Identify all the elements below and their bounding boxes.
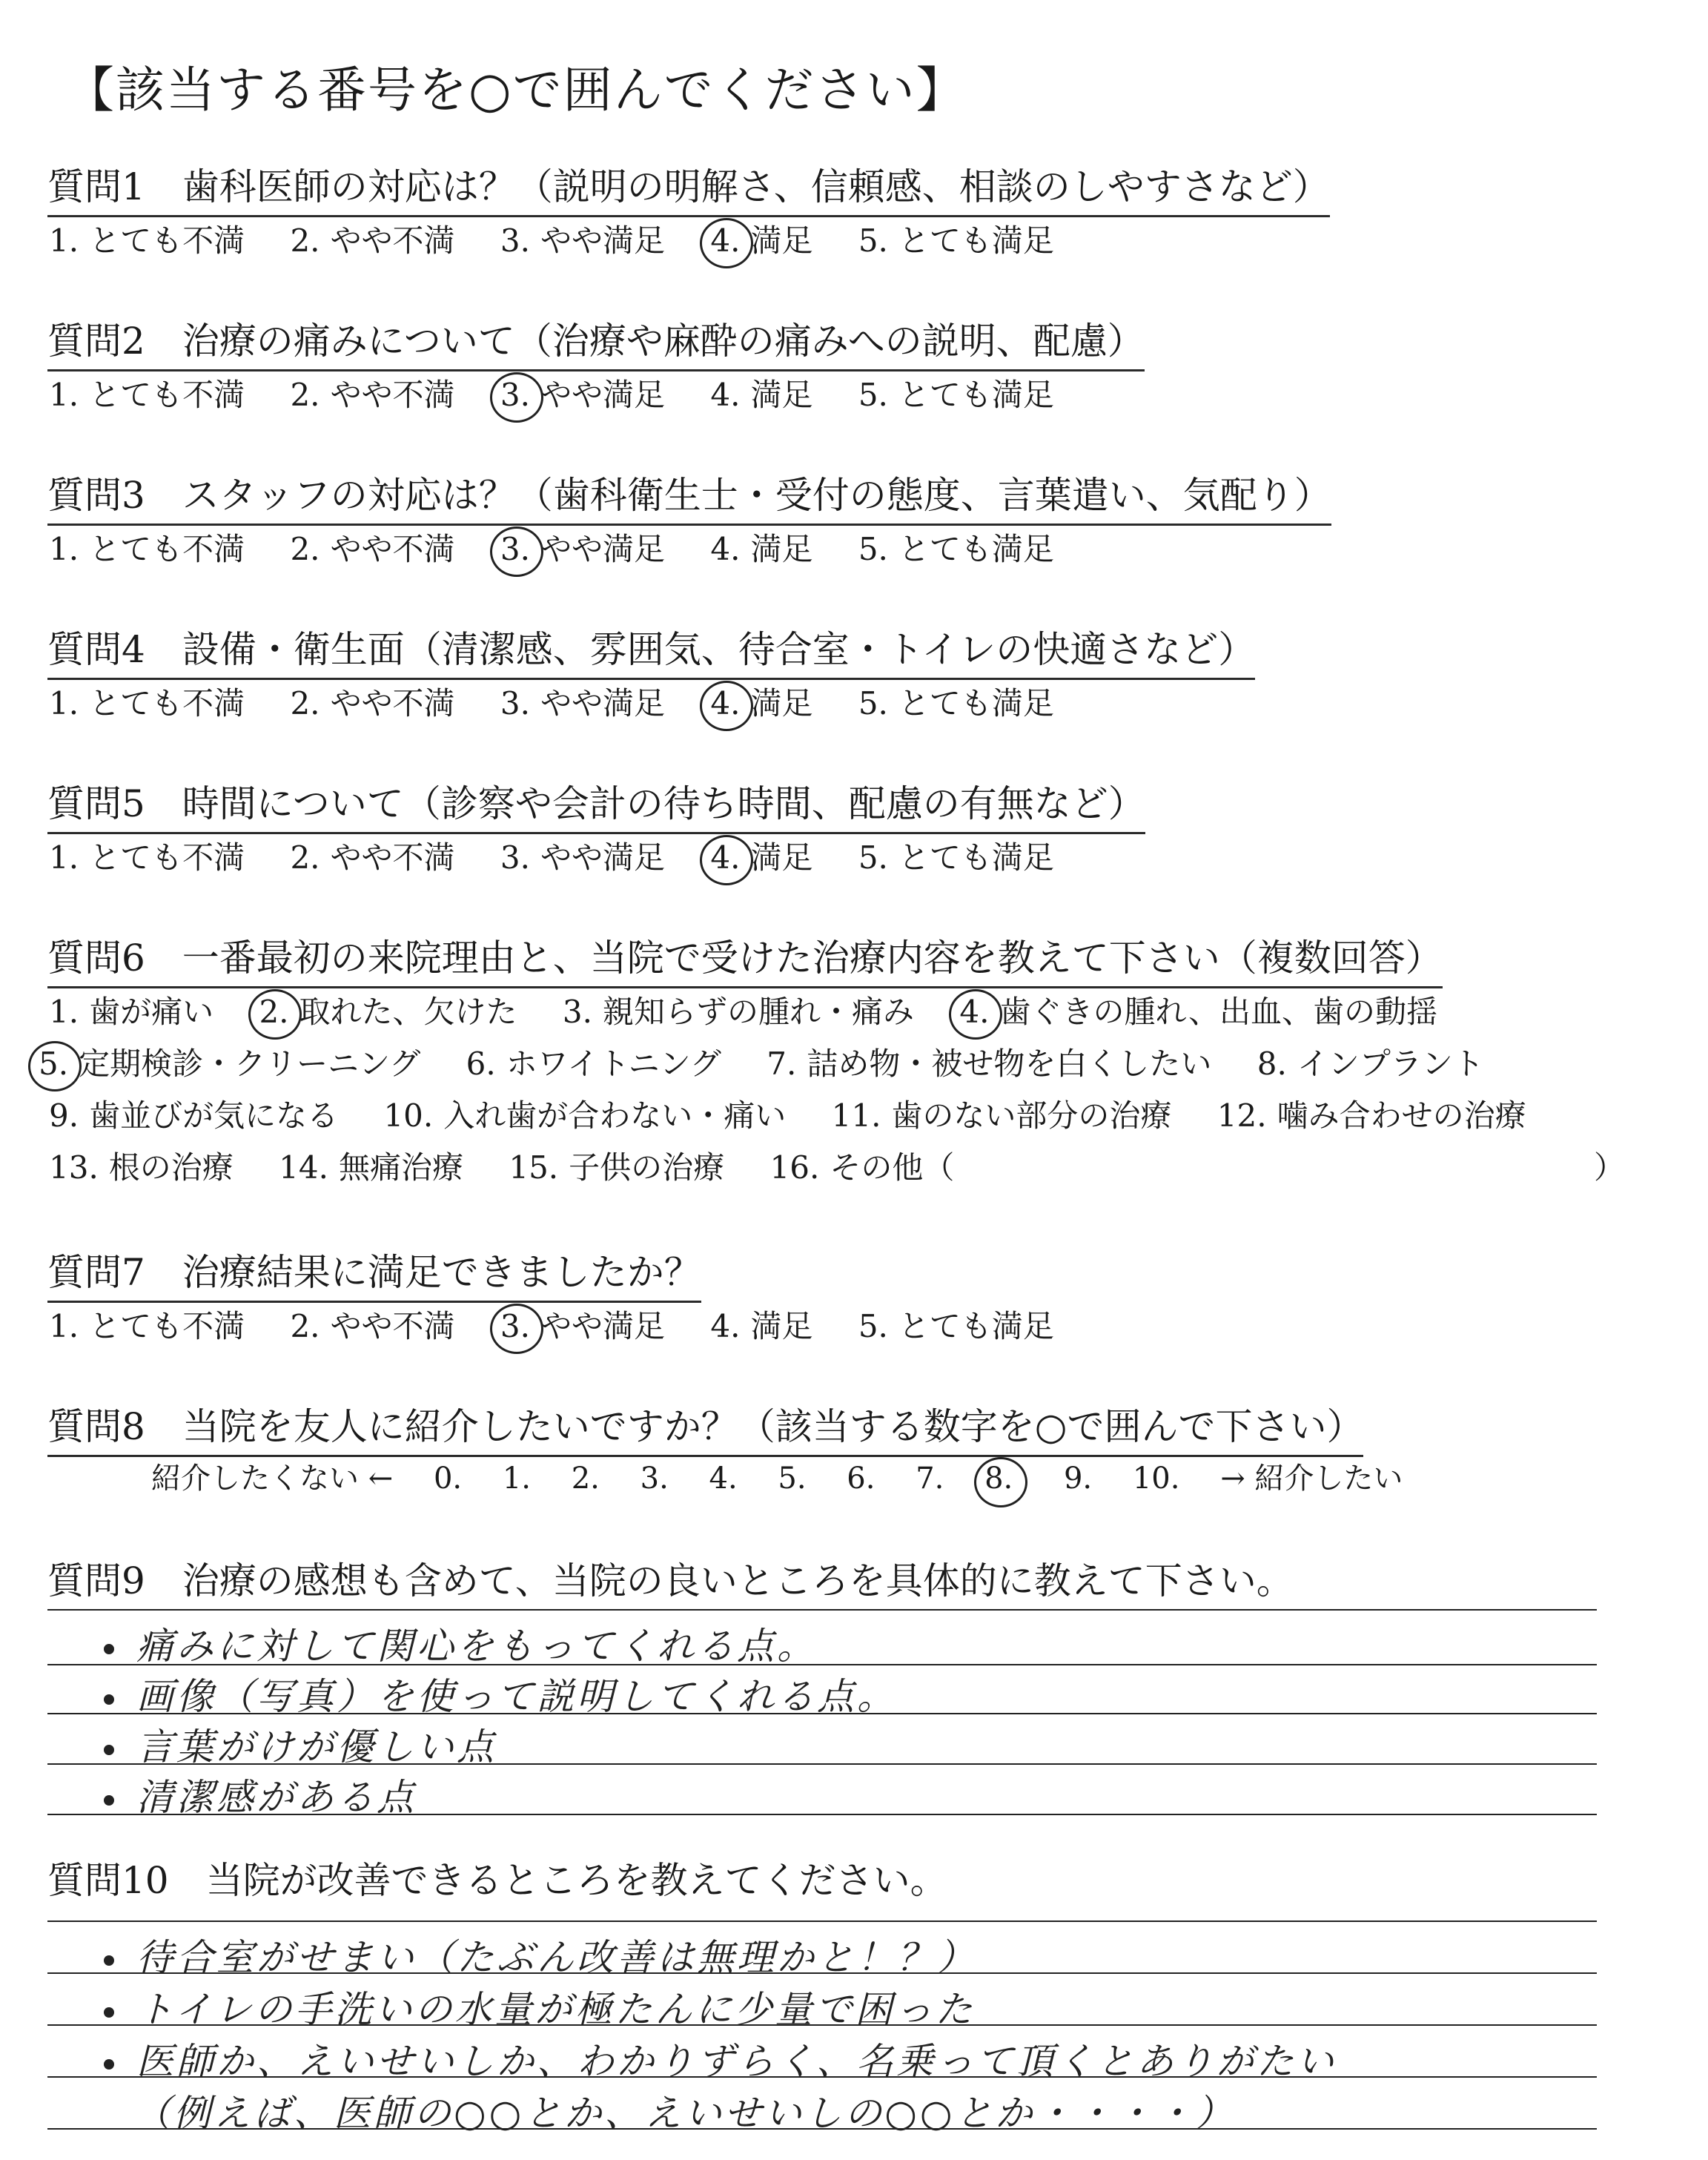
q6-option-7[interactable]: 7. 詰め物・被せ物を白くしたい (767, 1046, 1212, 1082)
q4-option-3[interactable]: 3. やや満足 (500, 685, 665, 721)
q2-option-3-circled[interactable]: 3. やや満足 (500, 377, 665, 413)
q10-answer-4: （例えば、医師の○○とか、えいせいしの○○とか・・・・） (133, 2092, 1236, 2135)
q1-option-4-circled[interactable]: 4. 満足 (710, 222, 813, 259)
q3-option-5[interactable]: 5. とても満足 (858, 531, 1054, 567)
q2-option-4[interactable]: 4. 満足 (710, 377, 813, 413)
q3-option-3-circled[interactable]: 3. やや満足 (500, 531, 665, 567)
q5-option-4-circled[interactable]: 4. 満足 (710, 839, 813, 876)
question-5-title: 質問5 時間について（診察や会計の待ち時間、配慮の有無など） (47, 774, 1145, 834)
question-1-title: 質問1 歯科医師の対応は？（説明の明解さ、信頼感、相談のしやすさなど） (47, 157, 1330, 217)
bullet-icon (104, 1644, 114, 1654)
question-6-row-4 (49, 1143, 990, 1188)
q6-option-16[interactable]: 16. その他（ (769, 1149, 955, 1186)
q7-option-1[interactable]: 1. とても不満 (49, 1308, 245, 1344)
question-6-row-3 (49, 1091, 1562, 1136)
q10-answer-3: 医師か、えいせいしか、わかりずらく、名乗って頂くとありがたい (104, 2032, 1337, 2085)
q9-answer-3: 言葉がけが優しい点 (104, 1717, 497, 1771)
q6-option-8[interactable]: 8. インプラント (1257, 1046, 1484, 1082)
q10-answer-2: トイレの手洗いの水量が極たんに少量で困った (104, 1980, 976, 2033)
bullet-icon (104, 1745, 114, 1755)
q6-option-9[interactable]: 9. 歯並びが気になる (49, 1097, 339, 1134)
q8-score-5[interactable]: 5. (778, 1462, 807, 1496)
question-3-title: 質問3 スタッフの対応は？（歯科衛生士・受付の態度、言葉遣い、気配り） (47, 466, 1331, 526)
bullet-icon (104, 2059, 114, 2070)
q6-option-2-circled[interactable]: 2. 取れた、欠けた (259, 994, 517, 1030)
q10-answer-1: 待合室がせまい（たぶん改善は無理かと！？） (104, 1928, 977, 1981)
q2-option-2[interactable]: 2. やや不満 (290, 377, 455, 413)
q1-option-1[interactable]: 1. とても不満 (49, 222, 245, 259)
answer-line (47, 1609, 1597, 1611)
q3-option-2[interactable]: 2. やや不満 (290, 531, 455, 567)
q5-option-5[interactable]: 5. とても満足 (858, 839, 1054, 876)
q8-score-2[interactable]: 2. (571, 1462, 600, 1496)
q6-option-11[interactable]: 11. 歯のない部分の治療 (831, 1097, 1172, 1134)
q6-option-14[interactable]: 14. 無痛治療 (279, 1149, 463, 1186)
q6-option-5-circled[interactable]: 5. 定期検診・クリーニング (39, 1046, 421, 1082)
question-5-options (49, 833, 1090, 878)
bullet-icon (104, 1955, 114, 1966)
question-3-options (49, 525, 1090, 569)
q6-option-6[interactable]: 6. ホワイトニング (466, 1046, 721, 1082)
q8-left-label: 紹介したくない ← (151, 1462, 394, 1496)
q9-answer-2: 画像（写真）を使って説明してくれる点。 (104, 1667, 897, 1720)
q6-option-10[interactable]: 10. 入れ歯が合わない・痛い (383, 1097, 787, 1134)
question-7-options (49, 1302, 1090, 1347)
q8-score-10[interactable]: 10. (1132, 1462, 1180, 1496)
q1-option-5[interactable]: 5. とても満足 (858, 222, 1054, 259)
question-7-title: 質問7 治療結果に満足できましたか？ (47, 1243, 701, 1303)
q2-option-5[interactable]: 5. とても満足 (858, 377, 1054, 413)
q9-answer-1: 痛みに対して関心をもってくれる点。 (104, 1616, 817, 1670)
bullet-icon (104, 1795, 114, 1806)
question-6-row-1 (49, 988, 1473, 1032)
question-9-title: 質問9 治療の感想も含めて、当院の良いところを具体的に教えて下さい。 (47, 1559, 1294, 1602)
q6-other-close: ） (1594, 1149, 1626, 1186)
q6-option-15[interactable]: 15. 子供の治療 (509, 1149, 725, 1186)
question-2-options (49, 371, 1090, 415)
question-10-title: 質問10 当院が改善できるところを教えてください。 (47, 1859, 947, 1902)
q8-score-4[interactable]: 4. (709, 1462, 738, 1496)
q4-option-1[interactable]: 1. とても不満 (49, 685, 245, 721)
question-1-options (49, 217, 1090, 261)
bullet-icon (104, 2007, 114, 2018)
bullet-icon (104, 1694, 114, 1705)
q8-score-0[interactable]: 0. (433, 1462, 463, 1496)
q1-option-2[interactable]: 2. やや不満 (290, 222, 455, 259)
page-title: 【該当する番号を○で囲んでください】 (65, 62, 967, 119)
question-8-title: 質問8 当院を友人に紹介したいですか？（該当する数字を○で囲んで下さい） (47, 1397, 1363, 1457)
q3-option-1[interactable]: 1. とても不満 (49, 531, 245, 567)
q1-option-3[interactable]: 3. やや満足 (500, 222, 665, 259)
q4-option-2[interactable]: 2. やや不満 (290, 685, 455, 721)
q6-option-4-circled[interactable]: 4. 歯ぐきの腫れ、出血、歯の動揺 (959, 994, 1437, 1030)
q6-option-3[interactable]: 3. 親知らずの腫れ・痛み (562, 994, 914, 1030)
q2-option-1[interactable]: 1. とても不満 (49, 377, 245, 413)
q8-score-3[interactable]: 3. (640, 1462, 669, 1496)
question-6-row-2 (39, 1040, 1520, 1084)
q8-score-9[interactable]: 9. (1063, 1462, 1093, 1496)
q4-option-5[interactable]: 5. とても満足 (858, 685, 1054, 721)
q8-score-8-circled[interactable]: 8. (984, 1462, 1013, 1496)
answer-line (47, 1920, 1597, 1922)
question-6-title: 質問6 一番最初の来院理由と、当院で受けた治療内容を教えて下さい（複数回答） (47, 928, 1443, 988)
q8-score-6[interactable]: 6. (847, 1462, 875, 1496)
q8-right-label: → 紹介したい (1220, 1462, 1403, 1496)
q5-option-2[interactable]: 2. やや不満 (290, 839, 455, 876)
question-4-title: 質問4 設備・衛生面（清潔感、雰囲気、待合室・トイレの快適さなど） (47, 620, 1255, 680)
q5-option-1[interactable]: 1. とても不満 (49, 839, 245, 876)
q7-option-3-circled[interactable]: 3. やや満足 (500, 1308, 665, 1344)
question-8-scale (151, 1455, 1434, 1497)
q8-score-7[interactable]: 7. (916, 1462, 944, 1496)
q3-option-4[interactable]: 4. 満足 (710, 531, 813, 567)
q7-option-4[interactable]: 4. 満足 (710, 1308, 813, 1344)
q7-option-5[interactable]: 5. とても満足 (858, 1308, 1054, 1344)
q4-option-4-circled[interactable]: 4. 満足 (710, 685, 813, 721)
question-4-options (49, 679, 1090, 724)
q6-option-13[interactable]: 13. 根の治療 (49, 1149, 234, 1186)
q9-answer-4: 清潔感がある点 (104, 1768, 417, 1821)
q6-option-12[interactable]: 12. 噛み合わせの治療 (1217, 1097, 1526, 1134)
q8-score-1[interactable]: 1. (502, 1462, 532, 1496)
q7-option-2[interactable]: 2. やや不満 (290, 1308, 455, 1344)
question-2-title: 質問2 治療の痛みについて（治療や麻酔の痛みへの説明、配慮） (47, 311, 1145, 371)
q5-option-3[interactable]: 3. やや満足 (500, 839, 665, 876)
q6-option-1[interactable]: 1. 歯が痛い (49, 994, 214, 1030)
